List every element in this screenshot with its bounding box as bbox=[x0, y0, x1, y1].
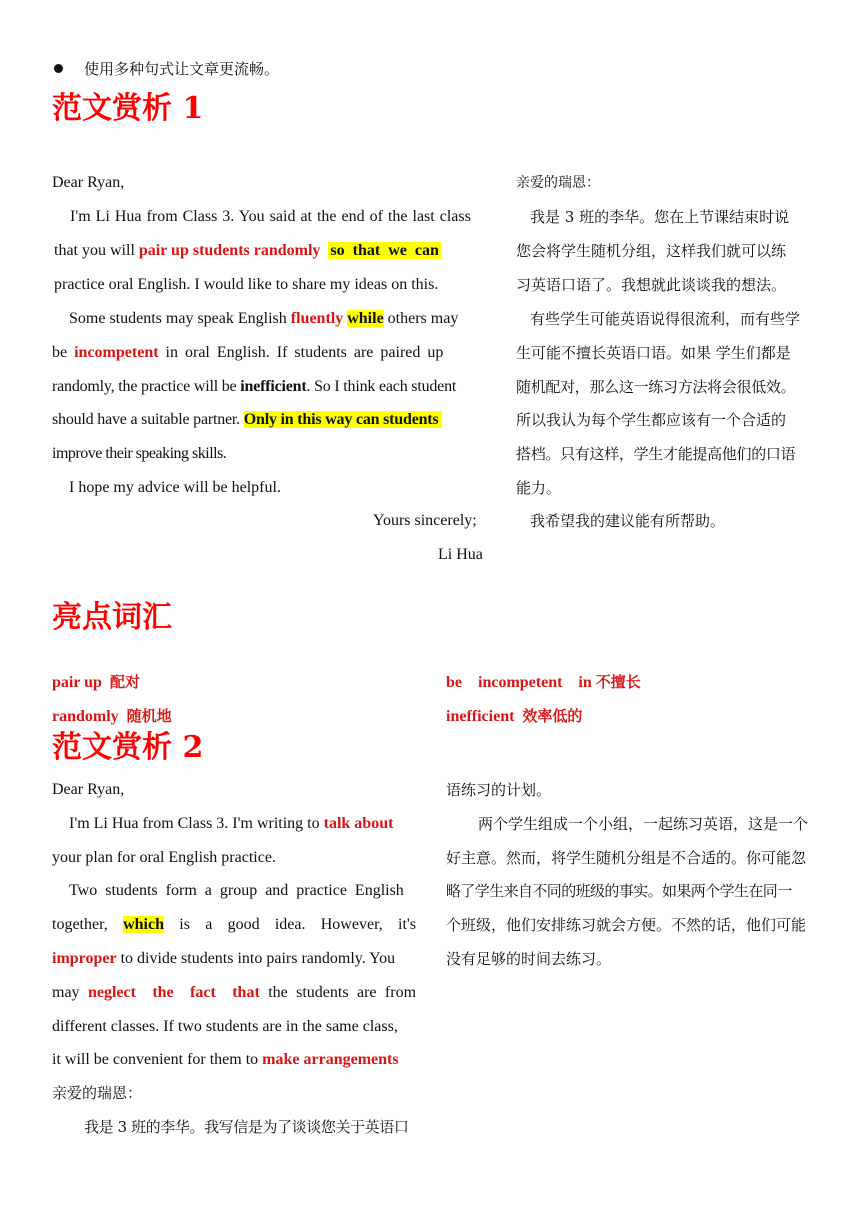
s2-cn-line3: 好主意。然而，将学生随机分组是不合适的。你可能忽 bbox=[446, 849, 807, 867]
vocab-en: pair up bbox=[52, 674, 102, 691]
s2-line4 bbox=[52, 915, 416, 935]
s1-phrase-only-in-this-way: Only in this way can students bbox=[244, 411, 443, 428]
s1-signature: Li Hua bbox=[438, 546, 483, 563]
s2-phrase-neglect: neglect the fact that bbox=[87, 984, 260, 1001]
s2-text: I'm Li Hua from Class 3. I'm writing to bbox=[69, 815, 324, 832]
s1-p2-line4 bbox=[52, 410, 442, 430]
section2-title: 范文赏析 2 bbox=[52, 730, 204, 765]
s2-cn-line2: 两个学生组成一个小组，一起练习英语，这是一个 bbox=[478, 815, 809, 833]
s1-p2-line1 bbox=[69, 309, 458, 329]
vocab-en: inefficient bbox=[446, 708, 515, 725]
s1-word-inefficient: inefficient bbox=[240, 378, 307, 395]
s2-line6 bbox=[52, 983, 416, 1003]
s1-text: in oral English. If students are paired up bbox=[158, 344, 444, 361]
s1-cn-line3: 习英语口语了。我想就此谈谈我的想法。 bbox=[516, 276, 787, 294]
s1-p1-line3: practice oral English. I would like to share my ideas on this. bbox=[54, 276, 439, 293]
s1-closing: Yours sincerely; bbox=[373, 512, 477, 529]
s1-cn-line8: 搭档。只有这样，学生才能提高他们的口语 bbox=[516, 445, 796, 463]
s2-cn-line5: 个班级，他们安排练习就会方便。不然的话，他们可能 bbox=[446, 916, 807, 934]
s2-word-improper: improper bbox=[52, 950, 117, 967]
s2-cn-line1: 语练习的计划。 bbox=[446, 781, 552, 799]
s1-p1-line2 bbox=[54, 241, 441, 261]
s2-text: it will be convenient for them to bbox=[52, 1051, 263, 1068]
s1-cn-line10: 我希望我的建议能有所帮助。 bbox=[530, 512, 726, 530]
s1-text: others may bbox=[383, 310, 459, 327]
vocab-cn: 随机地 bbox=[126, 707, 172, 725]
s2-word-which: which bbox=[123, 916, 164, 933]
s1-text: Some students may speak English bbox=[69, 310, 291, 327]
s1-cn-line6: 随机配对，那么这一练习方法将会很低效。 bbox=[516, 378, 796, 396]
s1-p1-line1: I'm Li Hua from Class 3. You said at the end of the last class bbox=[70, 208, 471, 225]
s2-text: together, bbox=[52, 916, 108, 933]
s1-text: that you will bbox=[54, 242, 139, 259]
s1-cn-line1: 我是 3 班的李华。您在上节课结束时说 bbox=[530, 208, 790, 226]
vocab-item-randomly bbox=[52, 706, 172, 727]
s1-text: should have a suitable partner. bbox=[52, 411, 244, 428]
s1-p2-line2 bbox=[52, 343, 443, 363]
s2-line5 bbox=[52, 949, 395, 969]
s2-line8 bbox=[52, 1050, 399, 1070]
s2-cn-line4: 略了学生来自不同的班级的事实。如果两个学生在同一 bbox=[446, 882, 792, 900]
s1-text: . So I think each student bbox=[306, 378, 457, 395]
s1-p3: I hope my advice will be helpful. bbox=[69, 479, 281, 496]
s2-text: may bbox=[52, 984, 80, 1001]
s2-cn-line1-start: 我是 3 班的李华。我写信是为了谈谈您关于英语口 bbox=[84, 1118, 409, 1136]
vocab-en: randomly bbox=[52, 708, 119, 725]
s1-text: be bbox=[52, 344, 75, 361]
s1-p2-line5: improve their speaking skills. bbox=[52, 445, 227, 462]
s2-salutation: Dear Ryan, bbox=[52, 781, 125, 798]
s2-text: to divide students into pairs randomly. You bbox=[116, 950, 396, 967]
section1-title: 范文赏析 1 bbox=[52, 91, 204, 126]
s2-line2: your plan for oral English practice. bbox=[52, 849, 276, 866]
s1-cn-line2: 您会将学生随机分组，这样我们就可以练 bbox=[516, 242, 787, 260]
bullet-dot bbox=[54, 64, 63, 73]
s2-cn-line6: 没有足够的时间去练习。 bbox=[446, 950, 612, 968]
s1-cn-line4: 有些学生可能英语说得很流利，而有些学 bbox=[530, 310, 801, 328]
vocab-cn: 配对 bbox=[109, 673, 140, 691]
s1-cn-line5: 生可能不擅长英语口语。如果 学生们都是 bbox=[516, 344, 791, 362]
vocab-item-pair-up bbox=[52, 672, 140, 693]
s1-cn-line9: 能力。 bbox=[516, 479, 562, 497]
vocab-cn: 不擅长 bbox=[595, 673, 641, 691]
s1-word-incompetent: incompetent bbox=[74, 344, 159, 361]
s2-line7: different classes. If two students are in the same class, bbox=[52, 1018, 398, 1035]
s1-salutation: Dear Ryan, bbox=[52, 174, 125, 191]
s1-text: randomly, the practice will be bbox=[52, 378, 241, 395]
s2-phrase-make-arrangements: make arrangements bbox=[262, 1051, 399, 1068]
vocab-item-incompetent bbox=[446, 672, 641, 693]
vocab-cn: 效率低的 bbox=[522, 707, 583, 725]
vocab-title: 亮点词汇 bbox=[52, 600, 172, 635]
s2-line1 bbox=[69, 814, 393, 834]
s1-phrase-so-that: so that we can bbox=[330, 242, 439, 259]
s1-p2-line3 bbox=[52, 377, 456, 397]
s1-word-fluently: fluently bbox=[290, 310, 344, 327]
s2-phrase-talk-about: talk about bbox=[323, 815, 394, 832]
s2-text: the students are from bbox=[268, 984, 417, 1001]
s2-line3: Two students form a group and practice English bbox=[69, 882, 404, 899]
vocab-en: be incompetent in bbox=[446, 674, 592, 691]
s2-text: is a good idea. However, it's bbox=[179, 916, 417, 933]
s1-phrase-pair-up: pair up students randomly bbox=[138, 242, 321, 259]
vocab-item-inefficient bbox=[446, 706, 582, 727]
bullet-text: 使用多种句式让文章更流畅。 bbox=[84, 60, 280, 78]
s2-cn-salutation: 亲爱的瑞恩： bbox=[52, 1084, 143, 1102]
s1-word-while: while bbox=[347, 310, 384, 327]
s1-cn-line7: 所以我认为每个学生都应该有一个合适的 bbox=[516, 411, 787, 429]
s1-cn-salutation: 亲爱的瑞恩： bbox=[516, 175, 600, 191]
